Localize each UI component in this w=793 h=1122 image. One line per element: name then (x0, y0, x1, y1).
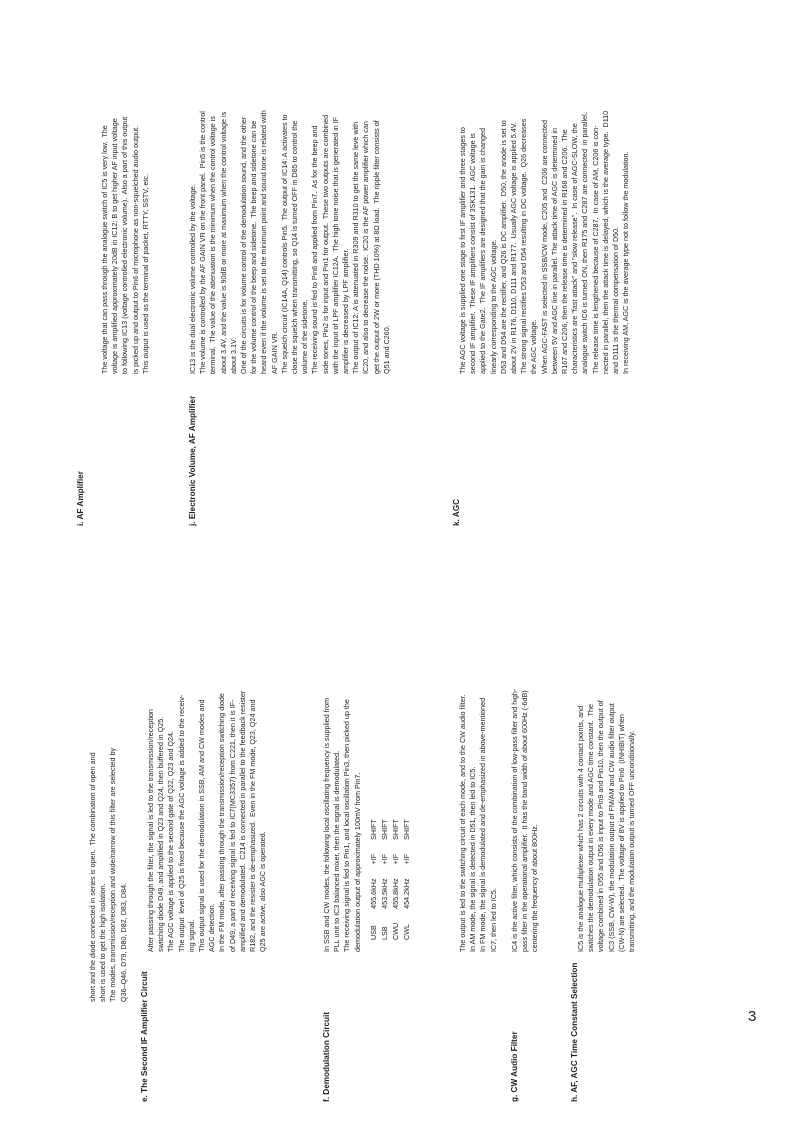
text-line: The release time is lengthened because of C287. In case of AM, C206 is con- (590, 125, 600, 374)
text-line: After passing through the filter, the signal is led to the transmission/reception (146, 709, 155, 952)
text-line: The output level of Q25 is fixed because the AGC voltage is added to the receiv- (176, 694, 186, 952)
text-line: short and the diode connected in series is open. The combination of open and (88, 752, 97, 1002)
text-line: demodulation output of approximately 100mV from Pin7. (352, 772, 362, 952)
section-j-body (188, 110, 392, 374)
text-line: get the output of 2W or more (THD 10%) at 8Ω load. The ripple filter consists of (371, 120, 381, 374)
text-line: voltage is amplified approximately 20dB in IC12: B to get higher AF input voltage (110, 118, 120, 374)
section-j-title: j. Electronic Volume, AF Amplifier (188, 395, 197, 526)
section-f-title: f. Demodulation Circuit (322, 1011, 331, 1102)
text-line: One of the circuits is for volume control of the demodulation sound, and the other (239, 116, 249, 374)
text-line: with the input of LPF amplifier IC12A. The high tone noise that is generated in IF (330, 116, 340, 374)
page-number: 3 (748, 1008, 757, 1025)
text-line: amplified and demodulated. C214 is connected in parallel to the feedback resister (237, 690, 247, 952)
text-line: applied to the Gate2. The IF amplifiers are designed that the gain is changed (478, 128, 488, 374)
section-f-body-top (322, 698, 363, 952)
section-i-body (100, 117, 151, 374)
table-cell: SHIFT (391, 819, 400, 840)
table-cell: 454.2kHz (402, 878, 411, 909)
text-line: switching diode D49, and amplified in Q23 and Q24, then buffered in Q25. (156, 716, 166, 952)
section-h-title: h. AF, AGC Time Constant Selection (570, 962, 579, 1102)
text-line: linearly corresponding to the AGC voltage. (488, 239, 498, 374)
table-cell: +IF (380, 853, 389, 865)
table-row (390, 805, 401, 940)
text-line: the AGC voltage. (529, 319, 539, 374)
text-line: amplifier is decreased by LPF amplifier. (341, 248, 351, 374)
table-cell: LSB (380, 926, 389, 940)
section-g-body (510, 689, 541, 952)
text-line: to following IC13 (voltage controlled electronic volume). Also a part of this output (120, 116, 130, 374)
table-cell: SHIFT (369, 819, 378, 840)
local-oscillator-frequency-table (368, 805, 412, 940)
text-line: between 5V and AGC line in parallel. The attack time of AGC is determined in (549, 128, 559, 374)
text-line: R167 and C206, then the release time is determined in R168 and C206. The (560, 129, 570, 374)
text-line: of D49, a part of receiving signal is fed to IC7(MC3357) from C221, then it is IF- (227, 699, 237, 952)
table-cell: CWL (402, 924, 411, 940)
section-i-title: i. AF Amplifier (76, 471, 85, 526)
text-line: The receiving sound is fed to Pin6 and applied from Pin7. As for the beep and (310, 125, 320, 374)
text-line: PLL unit to IC3 balanced mixer, then the signal is demodulated. (332, 750, 342, 952)
text-line: ing signal. (186, 919, 196, 952)
text-line: Q36–Q46, D79, D80, D82, D83, D84. (118, 882, 128, 1002)
text-line: second IF amplifier. These IF amplifiers consist of 3SK131. AGC voltage is (468, 133, 478, 374)
text-line: The output of IC12: A is attenuated in R309 and R310 to get the same leve with (351, 121, 361, 374)
table-cell: +IF (402, 853, 411, 865)
table-cell: +IF (369, 853, 378, 865)
text-line: for the volume control of the beep and sidetone. The beep and sidetone can be (249, 120, 259, 374)
text-line: IC13 is the dual electronic volume controlled by the voltage. (188, 184, 197, 374)
text-line: about 3.4V, and the value is 90dB or more at maximum when the control voltage is (218, 111, 228, 374)
text-line: voltage combined in D55 and D56 is input to Pin9 and Pin10, then the output of (596, 700, 606, 952)
text-line: transmitting, and the modulation output is turned OFF unconditionally. (627, 730, 637, 952)
text-line: centering the frequency of about 800Hz. (530, 824, 540, 952)
text-line: R182, and the resister is de-emphasized. Even in the FM mode, Q23, Q24 and (248, 699, 258, 952)
text-line: short is used to get the high isolation. (98, 883, 108, 1002)
text-line: In the FM mode, after passing through the transmission/reception switching diode (217, 693, 227, 952)
text-line: switches the demodulation output in every mode and AGC time constant. The (586, 704, 596, 952)
text-line: The AGC voltage is supplied one stage to first IF amplifier and three stages to (458, 127, 467, 374)
table-row (401, 805, 412, 940)
text-line: The strong signal rectifies D53 and D54 resulting in DC voltage. Q26 decreases (519, 118, 529, 374)
section-f-body-bottom (458, 694, 499, 952)
section-k-title: k. AGC (452, 499, 461, 526)
text-line: (CW-N) are selected. The voltage of 8V is applied to Pin6 (INHIBIT) when (616, 714, 626, 952)
text-line: The receiving signal is fed to Pin1, and local oscillation Pin3, then picked up the (342, 699, 352, 952)
table-cell: 453.5kHz (380, 878, 389, 909)
text-line: Q25 are active, also AGC is operated. (258, 831, 268, 952)
text-line: D53 and D54 are the rectifier, and Q26 is DC amplifier. D50, the anode is set to (498, 120, 508, 374)
text-line: terminal. The value of the attenuation is the minimum when the control voltage is (208, 116, 218, 374)
text-line: When AGC-FAST is selected in SSB/CW mode, C205 and C206 are connected (539, 120, 549, 374)
text-line: nected in parallel, then the attack time is delayed, which is the average type. D110 (600, 110, 610, 374)
text-line: The squelch circuit (IC14A, Q14) controls Pin5. The output of IC14: A activates to (279, 114, 289, 374)
text-line: IC7, then led to IC5. (488, 888, 498, 952)
section-e-continuation (88, 748, 129, 1002)
text-line: and D111 is the thermal compensation of D50. (611, 226, 621, 374)
table-cell: 455.8kHz (391, 878, 400, 909)
table-cell: SHIFT (402, 819, 411, 840)
text-line: about 2V in R176, D110, D111 and R177. Usually AGC voltage is applied 5.4V. (509, 122, 519, 374)
text-line: In SSB and CW modes, the following local oscillating frequency is supplied from (322, 697, 331, 952)
text-line: In FM mode, the signal is demodulated and de-emphasized in above-mentioned (478, 697, 488, 952)
text-line: heard even if the volume is set to the minimum point and sound tone is related with (259, 110, 269, 374)
text-line: is picked up and output to Pin6 of microphone as non-squelched audio output. (130, 125, 140, 374)
table-row (379, 805, 390, 940)
text-line: In receiving AM, AGC is the average type not to follow the modulation. (621, 151, 631, 374)
table-row (368, 805, 379, 940)
text-line: volume of the sidetone. (300, 299, 310, 374)
section-h-body (576, 700, 637, 952)
text-line: analogue switch IC6 is turned ON, then R175 and C287 are connected in parallel. (580, 112, 590, 374)
text-line: IC4 is the active filter, which consists of the combination of low-pass filter and high- (510, 688, 519, 952)
text-line: IC3 (SSB, CW-W), the modulation output of FM/AM and CW audio filter output (606, 703, 616, 952)
text-line: close the squelch when transmitting, so Q14 is turned OFF in D85 to control the (290, 120, 300, 374)
table-cell: 455.6kHz (369, 878, 378, 909)
table-cell: +IF (391, 853, 400, 865)
text-line: IC5 is the analogue multiplexer which has 2 circuits with 4 contact points, and (576, 705, 585, 952)
text-line: In AM mode, the signal is detected in D51, then led to IC5. (468, 766, 478, 952)
section-k-body (458, 111, 631, 374)
text-line: pass filter in the operational amplifier. It has the band width of about 600Hz (-6dB) (520, 690, 530, 952)
table-cell: CWU (391, 922, 400, 940)
text-line: IC20, and also to decrease the noise. IC20 is the AF power amplifier which can (361, 121, 371, 374)
text-line: This output is used as the terminal of packet, RTTY, SSTV, etc. (140, 173, 150, 374)
text-line: The modes, transmission/reception and wide/narrow of this filter are selected by (108, 747, 118, 1002)
text-line: The voltage that can pass through the analogue switch of IC5 is very low. The (100, 125, 109, 374)
text-line: characteristics are "fast attack" and "slow release". In case of AGC-SLOW, the (570, 123, 580, 374)
text-line: This output signal is used for the demodulation in SSB, AM and CW modes and (197, 699, 207, 952)
text-line: AF GAIN VR. (269, 331, 279, 374)
table-cell: SHIFT (380, 819, 389, 840)
section-e-body (146, 691, 268, 952)
table-cell: USB (369, 925, 378, 940)
text-line: The output is led to the switching circuit of each mode, and to the CW audio filter. (458, 694, 467, 952)
section-g-title: g. CW Audio Filter (510, 1031, 519, 1102)
text-line: The volume is controlled by the AF GAIN VR on the front panel. Pin5 is the control (198, 111, 208, 374)
text-line: AGC detection. (207, 903, 217, 952)
text-line: Q51 and C260. (381, 325, 391, 374)
text-line: The AGC voltage is applied to the second gate of Q22, Q23 and Q24. (166, 731, 176, 952)
section-e-title: e. The Second IF Amplifier Circuit (140, 971, 149, 1102)
text-line: side tones, Pin2 is for input and Pin1 for output. These two outputs are combined (320, 114, 330, 374)
text-line: about 3.1V. (228, 337, 238, 374)
